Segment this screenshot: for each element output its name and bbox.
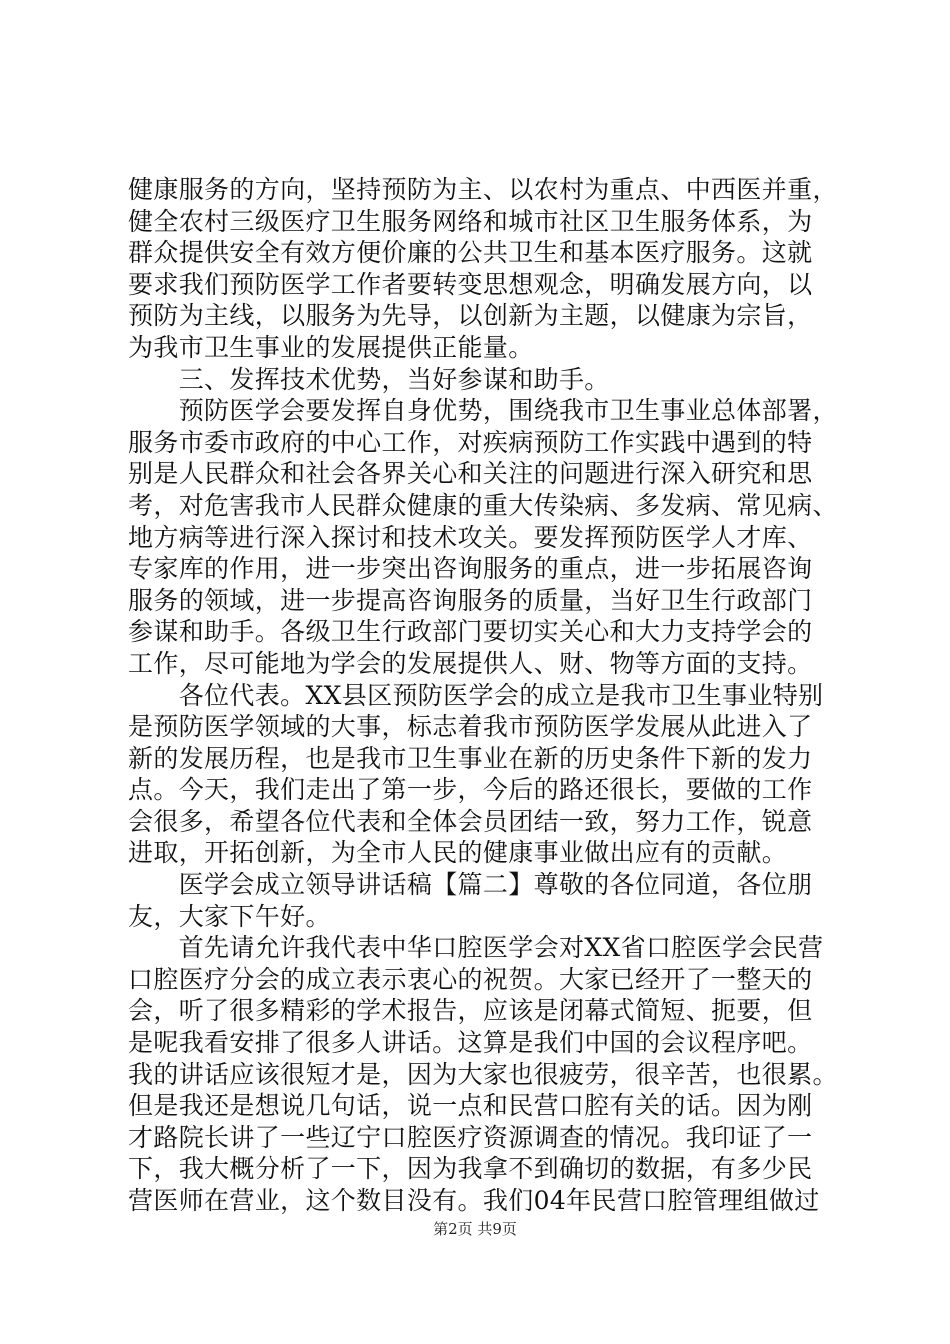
document-body — [128, 174, 836, 1217]
text-line: 健全农村三级医疗卫生服务网络和城市社区卫生服务体系，为 — [128, 206, 813, 236]
text-line: 才路院长讲了一些辽宁口腔医疗资源调查的情况。我印证了一 — [128, 1122, 813, 1152]
text-line: 各位代表。XX县区预防医学会的成立是我市卫生事业特别 — [128, 680, 824, 710]
text-line: 点。今天，我们走出了第一步，今后的路还很长，要做的工作 — [128, 775, 813, 805]
text-line: 服务的领域，进一步提高咨询服务的质量，当好卫生行政部门 — [128, 585, 813, 615]
text-line: 群众提供安全有效方便价廉的公共卫生和基本医疗服务。这就 — [128, 238, 813, 268]
text-line: 参谋和助手。各级卫生行政部门要切实关心和大力支持学会的 — [128, 617, 813, 647]
text-line: 三、发挥技术优势，当好参谋和助手。 — [128, 364, 610, 394]
text-line: 别是人民群众和社会各界关心和关注的问题进行深入研究和思 — [128, 459, 813, 489]
text-line: 健康服务的方向，坚持预防为主、以农村为重点、中西医并重， — [128, 175, 838, 204]
text-line: 进取，开拓创新，为全市人民的健康事业做出应有的贡献。 — [128, 838, 788, 868]
text-line: 会很多，希望各位代表和全体会员团结一致，努力工作，锐意 — [128, 806, 813, 836]
text-line: 口腔医疗分会的成立表示衷心的祝贺。大家已经开了一整天的 — [128, 964, 813, 994]
text-line: 服务市委市政府的中心工作，对疾病预防工作实践中遇到的特 — [128, 427, 813, 457]
text-line: 新的发展历程，也是我市卫生事业在新的历史条件下新的发力 — [128, 743, 813, 773]
text-line: 要求我们预防医学工作者要转变思想观念，明确发展方向，以 — [128, 269, 813, 299]
text-line: 下，我大概分析了一下，因为我拿不到确切的数据，有多少民 — [128, 1154, 813, 1184]
text-line: 营医师在营业，这个数目没有。我们04年民营口腔管理组做过 — [128, 1186, 820, 1215]
text-line: 我的讲话应该很短才是，因为大家也很疲劳，很辛苦，也很累。 — [128, 1059, 838, 1089]
text-line: 医学会成立领导讲话稿【篇二】尊敬的各位同道，各位朋 — [128, 870, 813, 900]
text-line: 但是我还是想说几句话，说一点和民营口腔有关的话。因为刚 — [128, 1091, 813, 1121]
text-line: 为我市卫生事业的发展提供正能量。 — [128, 332, 534, 362]
page-footer: 第2页 共9页 — [433, 1220, 517, 1238]
text-line: 预防医学会要发挥自身优势，围绕我市卫生事业总体部署， — [128, 396, 838, 426]
text-line: 地方病等进行深入探讨和技术攻关。要发挥预防医学人才库、 — [128, 522, 813, 552]
text-line: 专家库的作用，进一步突出咨询服务的重点，进一步拓展咨询 — [128, 554, 813, 584]
text-line: 预防为主线，以服务为先导，以创新为主题，以健康为宗旨， — [128, 301, 813, 331]
text-line: 考，对危害我市人民群众健康的重大传染病、多发病、常见病、 — [128, 490, 838, 520]
text-line: 首先请允许我代表中华口腔医学会对XX省口腔医学会民营 — [128, 933, 824, 963]
text-line: 会，听了很多精彩的学术报告，应该是闭幕式简短、扼要，但 — [128, 996, 813, 1026]
text-line: 是呢我看安排了很多人讲话。这算是我们中国的会议程序吧。 — [128, 1028, 813, 1058]
text-line: 工作，尽可能地为学会的发展提供人、财、物等方面的支持。 — [128, 648, 813, 678]
text-line: 是预防医学领域的大事，标志着我市预防医学发展从此进入了 — [128, 712, 813, 742]
text-line: 友，大家下午好。 — [128, 901, 331, 931]
